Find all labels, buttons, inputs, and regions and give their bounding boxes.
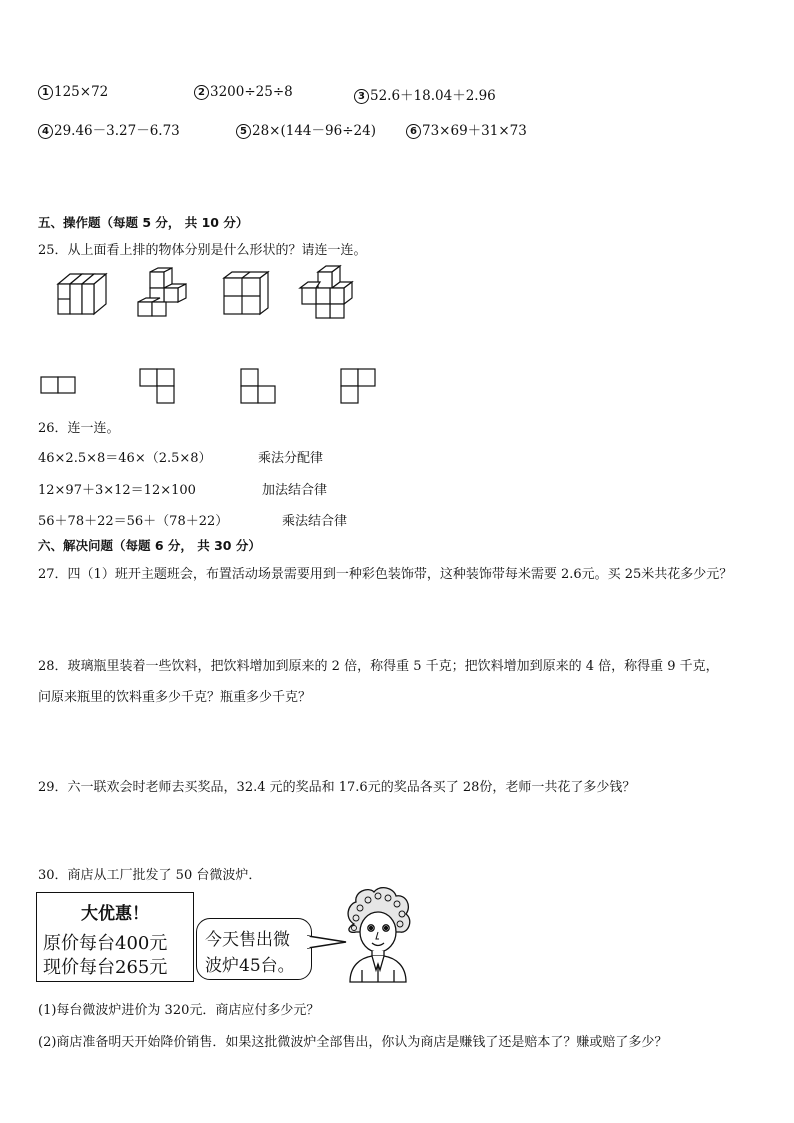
promo-current-price: 现价每台265元	[43, 957, 168, 978]
calc-expression: 73×69＋31×73	[422, 123, 527, 139]
circled-number: 6	[406, 124, 421, 139]
law-right-3: 乘法结合律	[282, 514, 348, 529]
cube-object-3	[220, 270, 272, 320]
equation-left-1: 46×2.5×8＝46×（2.5×8）	[38, 451, 212, 466]
circled-number: 2	[194, 85, 209, 100]
circled-number: 1	[38, 85, 53, 100]
cube-object-2	[134, 266, 190, 320]
top-view-4	[340, 367, 378, 405]
question-28-line2: 问原来瓶里的饮料重多少千克？瓶重多少千克？	[38, 690, 312, 705]
calc-item-1	[38, 84, 108, 100]
calc-expression: 29.46－3.27－6.73	[54, 123, 180, 139]
bubble-line-1: 今天售出微	[205, 930, 290, 950]
equation-left-3: 56＋78＋22＝56＋（78＋22）	[38, 514, 229, 529]
equation-left-2: 12×97＋3×12＝12×100	[38, 483, 196, 498]
top-view-1	[40, 375, 76, 395]
circled-number: 5	[236, 124, 251, 139]
question-29: 29．六一联欢会时老师去买奖品，32.4 元的奖品和 17.6元的奖品各买了 28份，老师一共花了多少钱？	[38, 780, 636, 795]
bubble-line-2: 波炉45台。	[205, 956, 295, 976]
question-25: 25．从上面看上排的物体分别是什么形状的？请连一连。	[38, 243, 367, 258]
calc-expression: 52.6＋18.04＋2.96	[370, 88, 496, 104]
promo-sign	[36, 892, 194, 982]
question-27: 27．四（1）班开主题班会，布置活动场景需要用到一种彩色装饰带，这种装饰带每米需要 2.6元。买 25米共花多少元？	[38, 567, 733, 582]
question-26: 26．连一连。	[38, 421, 120, 436]
top-view-3	[240, 367, 278, 405]
question-30: 30．商店从工厂批发了 50 台微波炉．	[38, 868, 262, 883]
promo-original-price: 原价每台400元	[43, 933, 168, 954]
calc-expression: 125×72	[54, 84, 109, 100]
calc-expression: 28×(144－96÷24)	[252, 123, 376, 139]
speech-bubble	[196, 918, 312, 980]
section-title-5: 五、操作题（每题 5 分， 共 10 分）	[38, 215, 249, 230]
cube-object-4	[298, 264, 356, 322]
calc-item-2	[194, 84, 293, 100]
law-right-1: 乘法分配律	[258, 451, 324, 466]
top-view-2	[139, 367, 177, 405]
circled-number: 3	[354, 89, 369, 104]
calc-item-4	[38, 119, 180, 139]
circled-number: 4	[38, 124, 53, 139]
question-30-sub1: (1)每台微波炉进价为 320元．商店应付多少元？	[38, 1003, 320, 1018]
question-28-line1: 28．玻璃瓶里装着一些饮料，把饮料增加到原来的 2 倍，称得重 5 千克；把饮料增加到原来的 4 倍，称得重 9 千克，	[38, 659, 719, 674]
teacher-character-icon	[340, 884, 416, 984]
law-right-2: 加法结合律	[262, 483, 328, 498]
calc-expression: 3200÷25÷8	[210, 84, 293, 100]
calc-item-3	[354, 84, 496, 104]
calc-item-6	[406, 119, 527, 139]
calc-item-5	[236, 119, 376, 139]
cube-object-1	[52, 270, 108, 320]
question-30-sub2: (2)商店准备明天开始降价销售．如果这批微波炉全部售出，你认为商店是赚钱了还是赔本了？赚或赔了多少？	[38, 1035, 668, 1050]
section-title-6: 六、解决问题（每题 6 分， 共 30 分）	[38, 538, 261, 553]
promo-title: 大优惠！	[81, 904, 149, 924]
